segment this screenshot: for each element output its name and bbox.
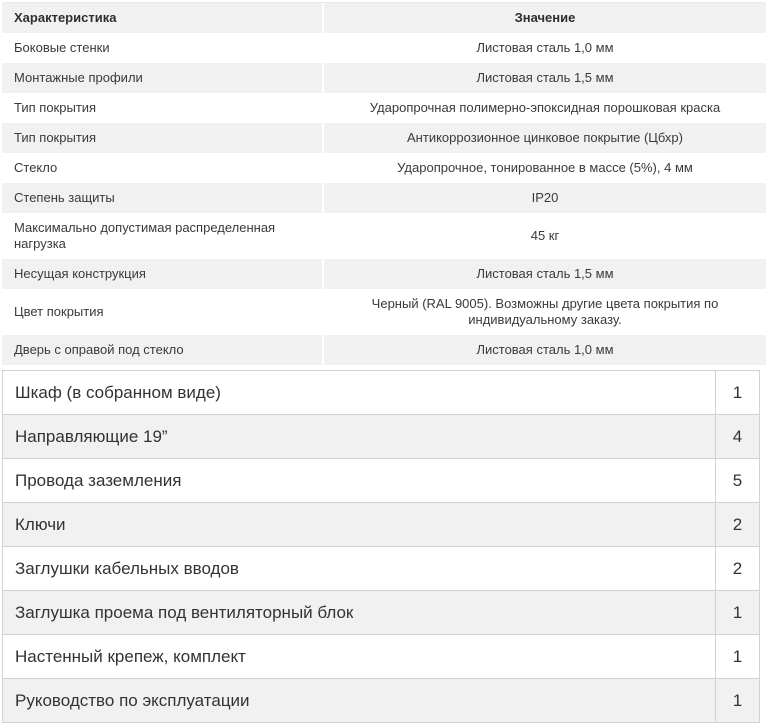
contents-row: [3, 503, 760, 547]
spec-value: Ударопрочная полимерно-эпоксидная порошковая краска: [369, 100, 721, 115]
spec-value: Листовая сталь 1,0 мм: [476, 40, 614, 55]
spec-row: [2, 289, 766, 335]
spec-characteristic: Тип покрытия: [2, 123, 324, 153]
contents-item: Ключи: [3, 503, 716, 547]
spec-value: Листовая сталь 1,5 мм: [476, 70, 614, 85]
contents-qty: 1: [716, 371, 760, 415]
contents-qty: 1: [716, 679, 760, 723]
spec-value: Листовая сталь 1,5 мм: [476, 266, 614, 281]
spec-value: 45 кг: [530, 228, 560, 243]
contents-qty: 2: [716, 503, 760, 547]
contents-row: [3, 591, 760, 635]
contents-qty: 2: [716, 547, 760, 591]
spec-row: [2, 93, 766, 123]
spec-value: IP20: [531, 190, 559, 205]
contents-item: Настенный крепеж, комплект: [3, 635, 716, 679]
spec-characteristic: Максимально допустимая распределенная нагрузка: [2, 213, 324, 259]
contents-item: Руководство по эксплуатации: [3, 679, 716, 723]
contents-row: [3, 415, 760, 459]
specs-header-characteristic: Характеристика: [2, 3, 324, 33]
contents-item: Заглушка проема под вентиляторный блок: [3, 591, 716, 635]
spec-characteristic: Цвет покрытия: [2, 289, 324, 335]
spec-row: [2, 123, 766, 153]
spec-value: Антикоррозионное цинковое покрытие (Цбхр): [407, 130, 683, 145]
contents-row: [3, 635, 760, 679]
spec-value: Листовая сталь 1,0 мм: [476, 342, 614, 357]
specs-table: [2, 2, 766, 365]
contents-row: [3, 679, 760, 723]
spec-characteristic: Тип покрытия: [2, 93, 324, 123]
spec-characteristic: Степень защиты: [2, 183, 324, 213]
spec-row: [2, 63, 766, 93]
spec-row: [2, 33, 766, 63]
spec-row: [2, 213, 766, 259]
specs-header-row: [2, 3, 766, 33]
specs-header-value: Значение: [514, 10, 576, 25]
contents-item: Шкаф (в собранном виде): [3, 371, 716, 415]
spec-value: Черный (RAL 9005). Возможны другие цвета покрытия по индивидуальному заказу.: [371, 296, 719, 327]
contents-qty: 5: [716, 459, 760, 503]
contents-item: Заглушки кабельных вводов: [3, 547, 716, 591]
contents-row: [3, 547, 760, 591]
spec-characteristic: Стекло: [2, 153, 324, 183]
contents-item: Провода заземления: [3, 459, 716, 503]
spec-row: [2, 259, 766, 289]
contents-qty: 1: [716, 635, 760, 679]
contents-row: [3, 371, 760, 415]
spec-row: [2, 153, 766, 183]
contents-qty: 1: [716, 591, 760, 635]
contents-table: [2, 370, 760, 723]
spec-value: Ударопрочное, тонированное в массе (5%), 4 мм: [397, 160, 693, 175]
contents-item: Направляющие 19”: [3, 415, 716, 459]
spec-characteristic: Монтажные профили: [2, 63, 324, 93]
spec-characteristic: Боковые стенки: [2, 33, 324, 63]
spec-characteristic: Несущая конструкция: [2, 259, 324, 289]
contents-row: [3, 459, 760, 503]
spec-row: [2, 335, 766, 365]
spec-row: [2, 183, 766, 213]
spec-characteristic: Дверь с оправой под стекло: [2, 335, 324, 365]
contents-qty: 4: [716, 415, 760, 459]
